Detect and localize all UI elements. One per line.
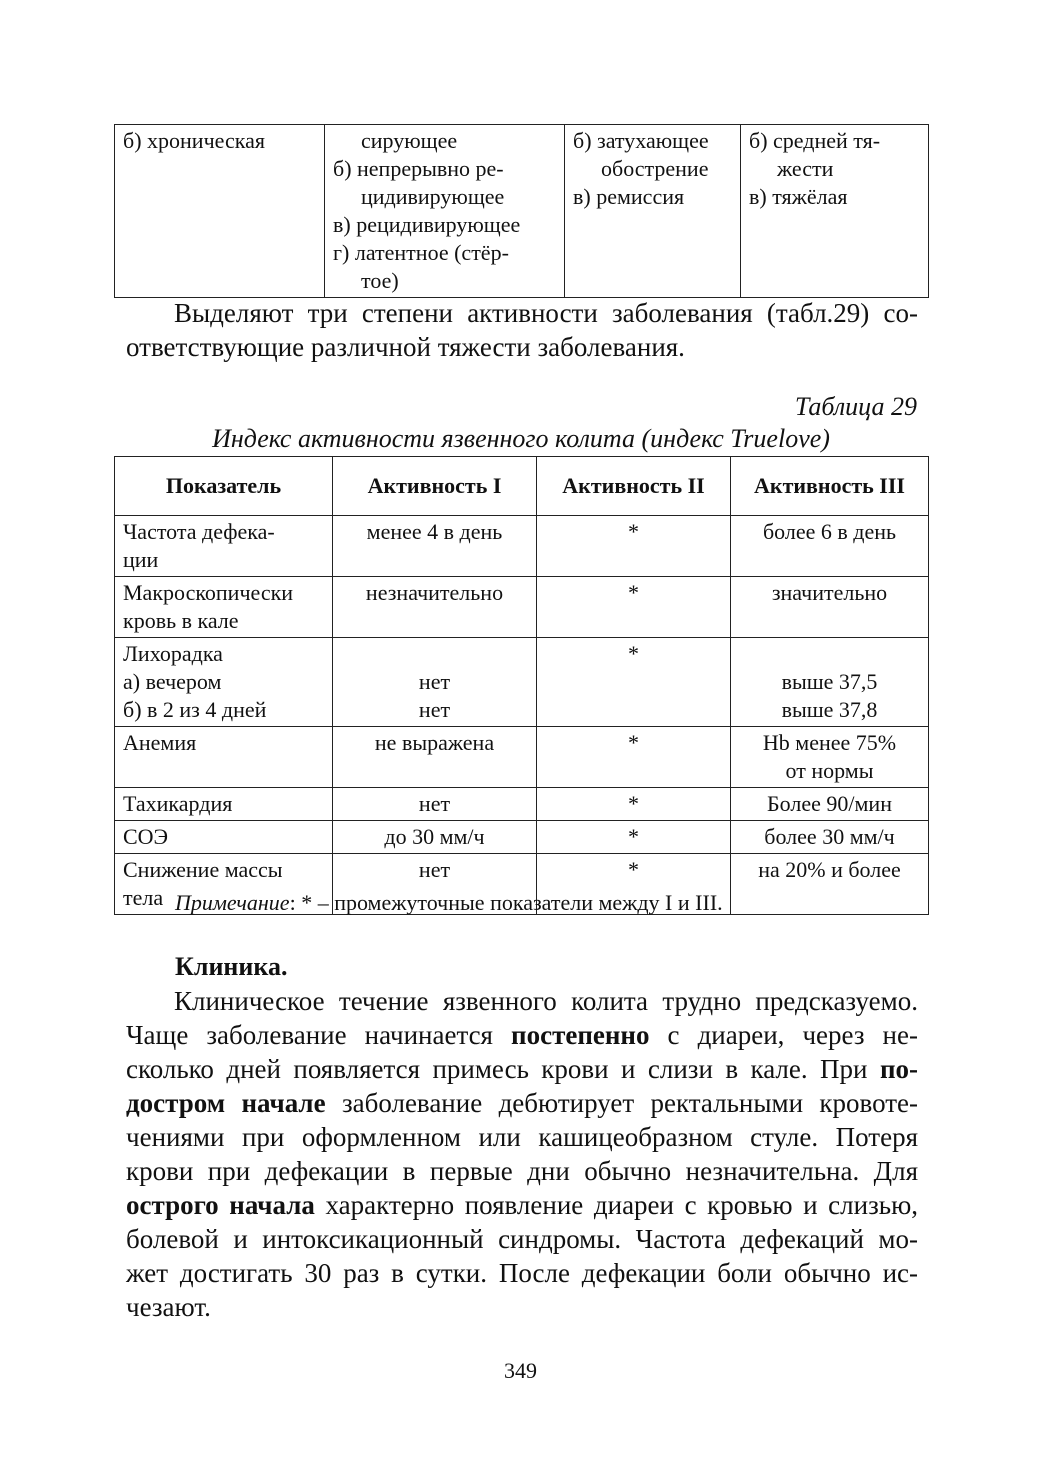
cell-indicator (115, 516, 333, 577)
cell-indicator (115, 821, 333, 854)
clinic-line (126, 1052, 918, 1086)
cell-line: * (628, 641, 639, 666)
cell-indicator (115, 788, 333, 821)
text-run: с диареи, через не- (649, 1020, 918, 1050)
clinic-line (126, 1290, 918, 1324)
clinic-line (126, 1256, 918, 1290)
top-col2 (325, 125, 565, 298)
text-run: характерно появление диареи с кровью и слизью, (314, 1190, 918, 1220)
clinic-line (126, 984, 918, 1018)
clinic-paragraph (126, 984, 918, 1324)
clinic-line (126, 1120, 918, 1154)
header-activity-3: Активность III (731, 457, 929, 516)
cell-line: Более 90/мин (767, 791, 892, 816)
cell-a2 (537, 638, 731, 727)
cell-line: * (628, 857, 639, 882)
table-number: Таблица 29 (794, 392, 917, 421)
cell-line: более 30 мм/ч (764, 824, 895, 849)
page-number: 349 (504, 1358, 537, 1383)
text-run: чениями при оформленном или кашицеобразном стуле. Потеря (126, 1122, 918, 1152)
top-col3 (565, 125, 741, 298)
cell-a1 (333, 821, 537, 854)
cell-line: б) непрерывно ре- (333, 156, 504, 181)
table-row (115, 516, 929, 577)
cell-line (341, 640, 528, 668)
cell-line: * (628, 791, 639, 816)
note-text: : * – промежуточные показатели между I и III. (289, 890, 723, 915)
clinic-line (126, 1222, 918, 1256)
cell-line: нет (418, 669, 451, 694)
cell-line: в) ремиссия (573, 184, 685, 209)
continuation-table (114, 124, 929, 298)
cell-line: а) вечером (123, 669, 222, 694)
cell-line: сирующее (361, 128, 458, 153)
cell-line: выше 37,8 (781, 697, 878, 722)
cell-line: до 30 мм/ч (384, 824, 485, 849)
cell-line: значительно (771, 580, 888, 605)
cell-a2 (537, 821, 731, 854)
cell-a3 (731, 727, 929, 788)
cell-line: в) рецидивирующее (333, 212, 521, 237)
cell-indicator (115, 727, 333, 788)
table-note (175, 890, 723, 916)
truelove-index-table (114, 456, 929, 915)
table-row (115, 727, 929, 788)
text-run: заболевание дебютирует ректальными кровоте- (325, 1088, 919, 1118)
cell-line: Снижение массы (123, 857, 283, 882)
text-run: сколько дней появляется примесь крови и слизи в кале. При (126, 1054, 880, 1084)
clinic-line (126, 1188, 918, 1222)
cell-line: б) хроническая (123, 128, 265, 153)
cell-line: б) затухающее (573, 128, 709, 153)
cell-a3 (731, 788, 929, 821)
cell-line: более 6 в день (762, 519, 897, 544)
intro-line: Выделяют три степени активности заболевания (табл.29) со- (174, 298, 918, 328)
table-row (115, 125, 929, 298)
cell-line: в) тяжёлая (749, 184, 848, 209)
header-activity-1: Активность I (333, 457, 537, 516)
cell-indicator (115, 577, 333, 638)
bold-term: острого начала (126, 1190, 315, 1220)
cell-a3 (731, 821, 929, 854)
header-indicator: Показатель (115, 457, 333, 516)
cell-line (739, 640, 920, 668)
table-row (115, 577, 929, 638)
cell-a2 (537, 727, 731, 788)
cell-line: б) в 2 из 4 дней (123, 697, 267, 722)
cell-line: обострение (601, 156, 709, 181)
top-col4 (741, 125, 929, 298)
cell-line: Hb менее 75% (762, 730, 897, 755)
clinic-line (126, 1086, 918, 1120)
cell-line: Анемия (123, 730, 197, 755)
cell-line: на 20% и более (758, 857, 901, 882)
header-activity-2: Активность II (537, 457, 731, 516)
cell-a3 (731, 516, 929, 577)
cell-a1 (333, 727, 537, 788)
bold-term: достром начале (126, 1088, 326, 1118)
table-row (115, 788, 929, 821)
cell-line: жести (777, 156, 834, 181)
cell-a3 (731, 577, 929, 638)
text-run: Клиническое течение язвенного колита трудно предсказуемо. (174, 986, 918, 1016)
table-header-row (115, 457, 929, 516)
cell-line: * (628, 519, 639, 544)
cell-line: Лихорадка (123, 641, 223, 666)
cell-line: Макроскопически (123, 580, 294, 605)
cell-line: б) средней тя- (749, 128, 881, 153)
text-run: жет достигать 30 раз в сутки. После дефекации боли обычно ис- (126, 1258, 918, 1288)
cell-line: выше 37,5 (781, 669, 878, 694)
intro-paragraph (126, 296, 918, 364)
text-run: крови при дефекации в первые дни обычно незначительна. Для (126, 1156, 918, 1186)
cell-a2 (537, 788, 731, 821)
cell-a1 (333, 638, 537, 727)
table-title: Индекс активности язвенного колита (индекс Truelove) (212, 424, 830, 453)
cell-line: Тахикардия (123, 791, 233, 816)
text-run: болевой и интоксикационный синдромы. Частота дефекаций мо- (126, 1224, 918, 1254)
text-run: Чаще заболевание начинается (126, 1020, 512, 1050)
note-label: Примечание (175, 890, 290, 915)
cell-line: нет (418, 791, 451, 816)
cell-line: г) латентное (стёр- (333, 240, 509, 265)
table-row (115, 821, 929, 854)
cell-a1 (333, 788, 537, 821)
cell-line: Частота дефека- (123, 519, 275, 544)
cell-a3 (731, 638, 929, 727)
bold-term: постепенно (511, 1020, 650, 1050)
cell-a2 (537, 577, 731, 638)
clinic-line (126, 1154, 918, 1188)
cell-line: от нормы (785, 758, 874, 783)
top-col1 (115, 125, 325, 298)
cell-line: * (628, 824, 639, 849)
cell-line: кровь в кале (123, 608, 239, 633)
cell-a1 (333, 577, 537, 638)
cell-line: * (628, 730, 639, 755)
text-run: чезают. (126, 1292, 211, 1322)
cell-a2 (537, 516, 731, 577)
cell-line: ции (123, 547, 159, 572)
cell-a3 (731, 854, 929, 915)
cell-line: СОЭ (123, 824, 169, 849)
cell-line: не выражена (374, 730, 495, 755)
bold-term: по- (879, 1054, 918, 1084)
cell-line: тела (123, 885, 164, 910)
cell-line: тое) (361, 268, 399, 293)
cell-line: нет (418, 697, 451, 722)
cell-line: менее 4 в день (366, 519, 503, 544)
cell-line: * (628, 580, 639, 605)
cell-line: цидивирующее (361, 184, 505, 209)
section-heading: Клиника. (175, 952, 288, 981)
clinic-line (126, 1018, 918, 1052)
table-row (115, 638, 929, 727)
intro-line: ответствующие различной тяжести заболевания. (126, 332, 685, 362)
cell-line: незначительно (365, 580, 504, 605)
cell-indicator (115, 638, 333, 727)
cell-line: нет (418, 857, 451, 882)
cell-a1 (333, 516, 537, 577)
